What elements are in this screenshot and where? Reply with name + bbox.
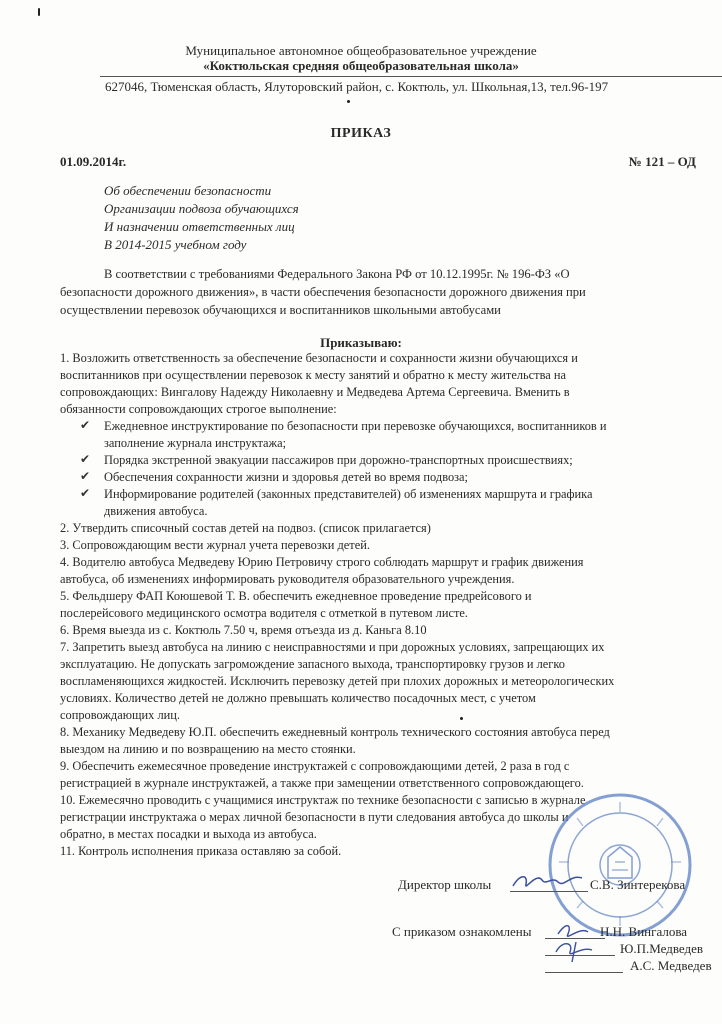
org-name-line1: Муниципальное автономное общеобразовательное учреждение	[185, 43, 537, 58]
order-item-line: 9. Обеспечить ежемесячное проведение инструктажей с сопровождающими детей, 2 раза в год с	[60, 759, 570, 773]
order-item-line: эксплуатацию. Не допускать загромождение запасного выхода, транспортировку грузов и легко	[60, 657, 565, 671]
duty-item-line: движения автобуса.	[104, 504, 208, 518]
checkmark-icon: ✔	[80, 486, 91, 500]
order-item-line: обязанности сопровождающих строгое выполнение:	[60, 402, 337, 416]
director-name: С.В. Зинтерекова	[590, 877, 686, 892]
order-item-line: 3. Сопровождающим вести журнал учета перевозки детей.	[60, 538, 370, 552]
director-signature-icon	[508, 866, 588, 896]
ack-name: Н.Н. Вингалова	[600, 924, 688, 939]
subject-line: Организации подвоза обучающихся	[104, 201, 299, 216]
order-item-line: воспитанников при осуществлении перевозок к месту занятий и обратно к месту жительства на	[60, 368, 566, 382]
director-label: Директор школы	[398, 877, 492, 892]
header-divider	[100, 76, 722, 77]
order-heading: Приказываю:	[320, 335, 402, 350]
checkmark-icon: ✔	[80, 469, 91, 483]
order-item-line: 4. Водителю автобуса Медведеву Юрию Петровичу строго соблюдать маршрут и график движения	[60, 555, 584, 569]
order-item-line: 11. Контроль исполнения приказа оставляю за собой.	[60, 844, 342, 858]
order-item-line: 2. Утвердить списочный состав детей на подвоз. (список прилагается)	[60, 521, 431, 535]
ack-label: С приказом ознакомлены	[392, 924, 532, 939]
order-item-line: 6. Время выезда из с. Коктюль 7.50 ч, время отъезда из д. Каньга 8.10	[60, 623, 427, 637]
order-item-line: автобуса, об изменениях информировать руководителя образовательного учреждения.	[60, 572, 515, 586]
preamble-line: В соответствии с требованиями Федерального Закона РФ от 10.12.1995г. № 196-ФЗ «О	[104, 267, 570, 281]
ack-name: А.С. Медведев	[630, 958, 712, 973]
order-item-line: послерейсового медицинского осмотра водителя с отметкой в путевом листе.	[60, 606, 468, 620]
order-item-line: регистрацией в журнале инструктажей, а также при замещении ответственного сопровождающего.	[60, 776, 584, 790]
preamble-line: осуществлении перевозок обучающихся и воспитанников школьными автобусами	[60, 303, 501, 317]
duty-item-line: Порядка экстренной эвакуации пассажиров при дорожно-транспортных происшествиях;	[104, 453, 573, 467]
order-item-line: условиях. Количество детей не должно превышать количество посадочных мест, с учетом	[60, 691, 536, 705]
subject-line: И назначении ответственных лиц	[104, 219, 295, 234]
order-item-line: сопровождающих лиц.	[60, 708, 180, 722]
scan-speck	[38, 8, 40, 16]
checkmark-icon: ✔	[80, 418, 91, 432]
duty-item-line: Ежедневное инструктирование по безопасности при перевозке обучающихся, воспитанников и	[104, 419, 607, 433]
order-item-line: обратно, в местах посадки и выхода из автобуса.	[60, 827, 317, 841]
order-item-line: 10. Ежемесячно проводить с учащимися инструктаж по технике безопасности с записью в журнале	[60, 793, 586, 807]
order-item-line: выездом на линию и по возвращению на место стоянки.	[60, 742, 356, 756]
duty-item-line: Обеспечения сохранности жизни и здоровья детей во время подвоза;	[104, 470, 468, 484]
ack-name: Ю.П.Медведев	[620, 941, 704, 956]
order-item-line: 7. Запретить выезд автобуса на линию с неисправностями и при дорожных условиях, запрещающих их	[60, 640, 605, 654]
scan-speck	[347, 100, 350, 103]
doc-number: № 121 – ОД	[628, 154, 696, 169]
order-item-line: регистрации инструктажа о мерах личной безопасности в пути следования автобуса до школы и	[60, 810, 569, 824]
order-item-line: воспламеняющихся жидкостей. Исключить перевозку детей при плохих дорожных и метеорологических	[60, 674, 615, 688]
subject-line: Об обеспечении безопасности	[104, 183, 272, 198]
scan-speck	[460, 717, 463, 720]
org-address: 627046, Тюменская область, Ялуторовский район, с. Коктюль, ул. Школьная,13, тел.96-197	[105, 79, 609, 94]
duty-item-line: заполнение журнала инструктажа;	[104, 436, 287, 450]
preamble-line: безопасности дорожного движения», в части обеспечения безопасности дорожного движения при	[60, 285, 586, 299]
doc-date: 01.09.2014г.	[60, 154, 127, 169]
subject-line: В 2014-2015 учебном году	[104, 237, 247, 252]
duty-item-line: Информирование родителей (законных представителей) об изменениях маршрута и графика	[104, 487, 593, 501]
doc-title: ПРИКАЗ	[330, 126, 392, 141]
order-item-line: 1. Возложить ответственность за обеспечение безопасности и сохранности жизни обучающихся и	[60, 351, 578, 365]
order-item-line: сопровождающих: Вингалову Надежду Николаевну и Медведева Артема Сергеевича. Вменить в	[60, 385, 570, 399]
order-item-line: 8. Механику Медведеву Ю.П. обеспечить ежедневный контроль технического состояния автобуса перед	[60, 725, 610, 739]
org-name-line2: «Коктюльская средняя общеобразовательная школа»	[203, 58, 519, 73]
checkmark-icon: ✔	[80, 452, 91, 466]
order-item-line: 5. Фельдшеру ФАП Коюшевой Т. В. обеспечить ежедневное проведение предрейсового и	[60, 589, 532, 603]
ack-signatures-icon	[548, 912, 608, 974]
